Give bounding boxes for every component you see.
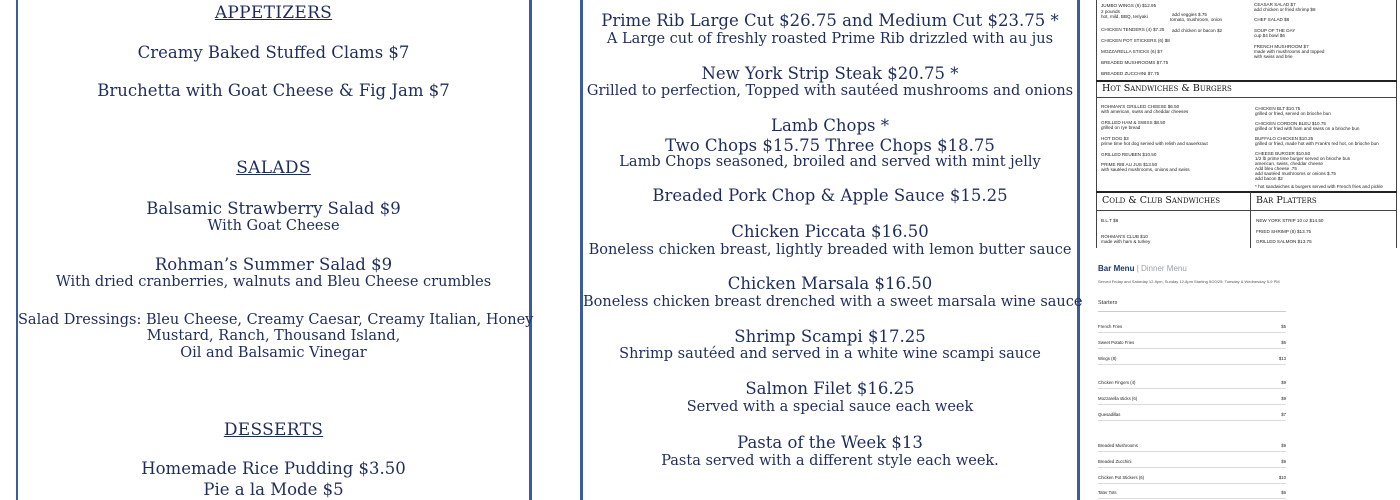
menu-item: Pie a la Mode $5 bbox=[203, 480, 344, 499]
menu-item-description: Lamb Chops seasoned, broiled and served with mint jelly bbox=[619, 154, 1041, 170]
desserts-heading: DESSERTS bbox=[223, 420, 324, 440]
appetizers-heading: APPETIZERS bbox=[214, 3, 333, 23]
salad-dressings-line: Mustard, Ranch, Thousand Island, bbox=[146, 328, 401, 344]
menu-item: Breaded Pork Chop & Apple Sauce $15.25 bbox=[652, 186, 1008, 205]
menu-line: grilled or fried, made hot with Frank's red hot, on brioche bun bbox=[1255, 141, 1379, 146]
menu-item: Pasta of the Week $13 bbox=[737, 433, 923, 452]
menu-page-entrees bbox=[580, 0, 1083, 500]
menu-item: Bruchetta with Goat Cheese & Fig Jam $7 bbox=[97, 81, 450, 100]
menu-line: BREADED ZUCCHINI $7.75 bbox=[1101, 71, 1160, 76]
menu-line: FRIED SHRIMP (8) $13.75 bbox=[1256, 229, 1312, 234]
bar-platters-heading: Bar Platters bbox=[1256, 195, 1317, 206]
list-item bbox=[1098, 459, 1286, 468]
menu-line: HOT DOG $3 bbox=[1101, 136, 1129, 141]
menu-item-description: Shrimp sautéed and served in a white wine scampi sauce bbox=[619, 346, 1041, 362]
item-name: Sweet Potato Fries bbox=[1098, 340, 1135, 345]
menu-item: Rohman’s Summer Salad $9 bbox=[154, 255, 393, 274]
menu-item-description: With Goat Cheese bbox=[207, 218, 340, 234]
menu-line: grilled or fried with ham and swiss on a brioche bun bbox=[1255, 126, 1360, 131]
menu-line: 1/2 lb prime time burger served on brioche bun bbox=[1255, 156, 1351, 161]
menu-line: MOZZARELLA STICKS (6) $7 bbox=[1101, 49, 1163, 54]
divider bbox=[1096, 97, 1397, 98]
menu-line: SOUP OF THE DAY bbox=[1254, 28, 1296, 33]
menu-item: New York Strip Steak $20.75 * bbox=[701, 64, 959, 83]
item-name: Wings (8) bbox=[1098, 356, 1117, 361]
item-price: $9 bbox=[1281, 396, 1286, 401]
divider bbox=[1096, 210, 1397, 211]
tab-bar-menu[interactable]: Bar Menu bbox=[1098, 264, 1135, 273]
menu-line: FRENCH MUSHROOM $7 bbox=[1254, 44, 1309, 49]
menu-line: add chicken or fried shrimp $8 bbox=[1254, 7, 1316, 12]
salad-dressings-line: Oil and Balsamic Vinegar bbox=[180, 345, 367, 361]
tab-dinner-menu[interactable]: Dinner Menu bbox=[1141, 264, 1187, 273]
menu-item: Chicken Marsala $16.50 bbox=[727, 274, 933, 293]
menu-item: Homemade Rice Pudding $3.50 bbox=[141, 459, 406, 478]
item-price: $10 bbox=[1278, 475, 1286, 480]
list-item bbox=[1098, 490, 1286, 499]
menu-line: Add bleu cheese .75 bbox=[1255, 166, 1297, 171]
menu-line: add chicken or bacon $2 bbox=[1172, 28, 1223, 33]
menu-line: american, swiss, cheddar cheese bbox=[1255, 161, 1323, 166]
salad-dressings-line: Salad Dressings: Bleu Cheese, Creamy Caesar, Creamy Italian, Honey bbox=[18, 312, 534, 328]
menu-item: Shrimp Scampi $17.25 bbox=[734, 327, 926, 346]
menu-line: BREADED MUSHROOMS $7.75 bbox=[1101, 60, 1169, 65]
menu-item: Creamy Baked Stuffed Clams $7 bbox=[137, 43, 410, 62]
menu-line: cup $4 bowl $6 bbox=[1254, 33, 1285, 38]
menu-line: ROHMAN'S CLUB $10 bbox=[1101, 234, 1148, 239]
starters-heading: Starters bbox=[1098, 300, 1118, 306]
item-price: $13 bbox=[1278, 356, 1286, 361]
menu-line: add sautéed mushrooms or onions $.75 bbox=[1255, 171, 1336, 176]
item-price: $7 bbox=[1281, 412, 1286, 417]
menu-item-description: Boneless chicken breast, lightly breaded with lemon butter sauce bbox=[588, 242, 1072, 258]
menu-line: add bacon $2 bbox=[1255, 176, 1283, 181]
list-item bbox=[1098, 340, 1286, 349]
menu-item-description: Grilled to perfection, Topped with sautéed mushrooms and onions bbox=[586, 83, 1074, 99]
menu-line: PRIME RIB AU JUS $13.50 bbox=[1101, 162, 1158, 167]
menu-line: JUMBO WINGS (6) $12.95 bbox=[1101, 3, 1157, 8]
menu-page-appetizers-salads-desserts bbox=[16, 0, 532, 500]
menu-line: NEW YORK STRIP 10 oz $14.50 bbox=[1256, 218, 1324, 223]
menu-item: Balsamic Strawberry Salad $9 bbox=[146, 199, 401, 218]
list-item bbox=[1098, 475, 1286, 484]
item-name: Chicken Fingers (4) bbox=[1098, 380, 1136, 385]
item-price: $6 bbox=[1281, 490, 1286, 495]
menu-tabs: Bar Menu | Dinner Menu bbox=[1098, 264, 1187, 273]
item-price: $6 bbox=[1281, 340, 1286, 345]
list-item bbox=[1098, 380, 1286, 389]
menu-item-description: A Large cut of freshly roasted Prime Rib drizzled with au jus bbox=[606, 31, 1054, 47]
menu-line: CHEESE BURGER $10.50 bbox=[1255, 151, 1311, 156]
menu-line: CHICKEN POT STICKERS (6) $8 bbox=[1101, 38, 1170, 43]
menu-item: Chicken Piccata $16.50 bbox=[731, 222, 929, 241]
list-item bbox=[1098, 396, 1286, 405]
menu-line: CHICKEN BLT $10.75 bbox=[1255, 106, 1301, 111]
menu-line: B.L.T $8 bbox=[1101, 218, 1119, 223]
menu-line: GRILLED SALMON $13.75 bbox=[1256, 239, 1312, 244]
menu-line: with swiss and brie bbox=[1254, 54, 1293, 59]
item-name: Quesadillas bbox=[1098, 412, 1121, 417]
divider bbox=[1096, 191, 1397, 193]
item-name: Chicken Pot Stickers (6) bbox=[1098, 475, 1145, 480]
menu-line: grilled on rye bread bbox=[1101, 125, 1141, 130]
menu-line: with american, swiss and cheddar cheeses bbox=[1101, 109, 1189, 114]
menu-line: GRILLED HAM & SWISS $8.50 bbox=[1101, 120, 1166, 125]
menu-item-description: Served with a special sauce each week bbox=[686, 399, 974, 415]
menu-line: CHICKEN CORDON BLEU $10.75 bbox=[1255, 121, 1326, 126]
menu-item-prices: Two Chops $15.75 Three Chops $18.75 bbox=[665, 136, 995, 155]
menu-line: hot, mild, BBQ, teriyaki bbox=[1101, 14, 1148, 19]
menu-line: CHEF SALAD $8 bbox=[1254, 17, 1290, 22]
divider bbox=[1096, 80, 1397, 82]
item-price: $5 bbox=[1281, 324, 1286, 329]
menu-line: made with mushrooms and topped bbox=[1254, 49, 1325, 54]
menu-line: made with ham & turkey bbox=[1101, 239, 1151, 244]
menu-line: GRILLED REUBEN $10.50 bbox=[1101, 152, 1157, 157]
item-name: Breaded Mushrooms bbox=[1098, 443, 1138, 448]
item-price: $9 bbox=[1281, 380, 1286, 385]
menu-item-description: Boneless chicken breast drenched with a sweet marsala wine sauce bbox=[583, 294, 1083, 310]
divider-vertical bbox=[1250, 192, 1251, 248]
menu-line: add veggies $.75 bbox=[1172, 12, 1207, 17]
menu-line: CHICKEN TENDERS (4) $7.25 bbox=[1101, 27, 1165, 32]
item-name: Mozzarella sticks (6) bbox=[1098, 396, 1138, 401]
item-name: French Fries bbox=[1098, 324, 1123, 329]
hot-sandwiches-heading: Hot Sandwiches & Burgers bbox=[1102, 83, 1232, 94]
menu-item-description: With dried cranberries, walnuts and Bleu Cheese crumbles bbox=[55, 274, 492, 290]
menu-line: * hot sandwiches & burgers served with French fries and pickle bbox=[1255, 184, 1383, 189]
menu-item: Salmon Filet $16.25 bbox=[745, 379, 915, 398]
list-item bbox=[1098, 356, 1286, 365]
item-price: $9 bbox=[1281, 459, 1286, 464]
item-price: $9 bbox=[1281, 443, 1286, 448]
menu-line: grilled or fried, served on brioche bun bbox=[1255, 111, 1331, 116]
menu-item-description: Pasta served with a different style each week. bbox=[661, 453, 999, 469]
menu-line: 2 pounds bbox=[1101, 9, 1120, 14]
list-item bbox=[1098, 324, 1286, 333]
menu-item: Lamb Chops * bbox=[771, 116, 889, 135]
list-item bbox=[1098, 412, 1286, 421]
served-hours-note: Served Friday and Saturday 12-9pm, Sunday 12-8pm Starting 5/20/25: Tuesday & Wednesday 5-9 PM bbox=[1098, 279, 1280, 284]
menu-item: Prime Rib Large Cut $26.75 and Medium Cut $23.75 * bbox=[601, 11, 1059, 30]
item-name: Tater Tots bbox=[1098, 490, 1117, 495]
menu-line: BUFFALO CHICKEN $10.25 bbox=[1255, 136, 1314, 141]
menu-line: prime time hot dog served with relish and sauerkraut bbox=[1101, 141, 1208, 146]
menu-line: with sautéed mushrooms, onions and swiss bbox=[1101, 167, 1190, 172]
divider bbox=[1098, 311, 1286, 312]
salads-heading: SALADS bbox=[236, 158, 311, 178]
list-item bbox=[1098, 443, 1286, 452]
menu-line: CEASAR SALAD $7 bbox=[1254, 2, 1296, 7]
item-name: Breaded Zucchini bbox=[1098, 459, 1132, 464]
menu-line: ROHMAN'S GRILLED CHEESE $6.50 bbox=[1101, 104, 1180, 109]
cold-sandwiches-heading: Cold & Club Sandwiches bbox=[1102, 195, 1220, 206]
menu-line: tomato, mushroom, onion bbox=[1170, 17, 1223, 22]
